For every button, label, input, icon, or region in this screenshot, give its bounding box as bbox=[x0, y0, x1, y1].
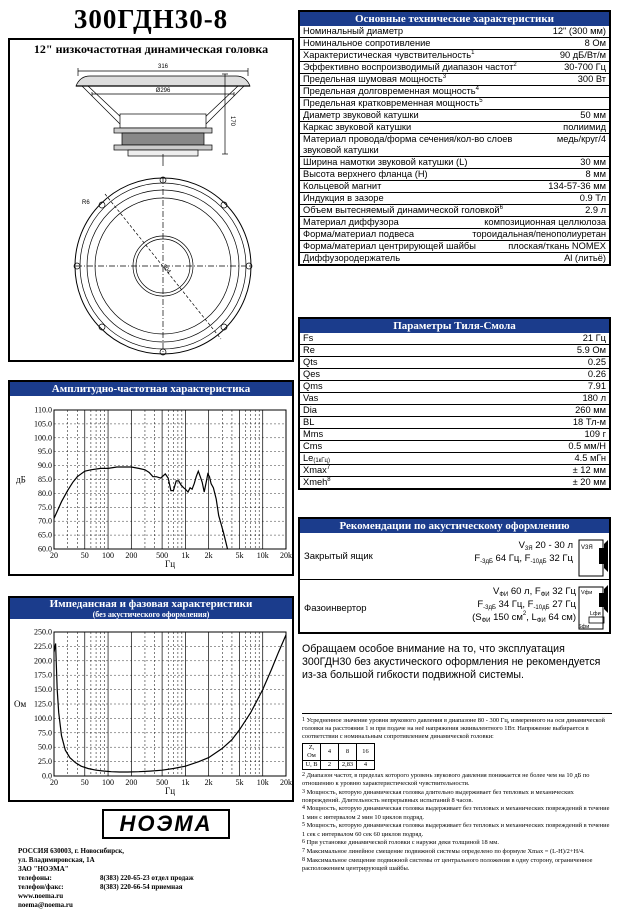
y-axis-label: дБ bbox=[16, 474, 26, 485]
x-tick-label: 5k bbox=[235, 551, 244, 560]
x-tick-label: 200 bbox=[125, 778, 138, 787]
y-tick-label: 65.0 bbox=[38, 530, 52, 540]
speaker-drawing-panel bbox=[8, 38, 294, 362]
specs-value: 2.9 л bbox=[585, 205, 606, 215]
bass-icon-v: Vфи bbox=[581, 590, 593, 596]
x-tick-label: 100 bbox=[102, 778, 115, 787]
specs-value: полиимид bbox=[563, 122, 606, 132]
contact-phone-label: телефоны: bbox=[18, 874, 52, 882]
drawing-subtitle: 12" низкочастотная динамическая головка bbox=[33, 42, 269, 56]
ts-row bbox=[300, 453, 609, 465]
specs-row bbox=[300, 157, 609, 169]
specs-row bbox=[300, 110, 609, 122]
x-tick-label: 10k bbox=[256, 778, 269, 787]
imp-chart-subtitle: (без акустического оформления) bbox=[10, 610, 292, 619]
ts-row bbox=[300, 417, 609, 429]
fr-chart-title: Амплитудно-частотная характеристика bbox=[10, 382, 292, 396]
ts-row bbox=[300, 345, 609, 357]
y-tick-label: 60.0 bbox=[38, 544, 52, 554]
specs-label: Ширина намотки звуковой катушки (L) bbox=[303, 157, 468, 167]
specs-row bbox=[300, 169, 609, 181]
y-tick-label: 200.0 bbox=[34, 656, 52, 666]
rec-bass-reflex bbox=[300, 581, 609, 634]
rec-panel bbox=[298, 517, 611, 634]
rec-bass-line3: (SФИ 150 $см^2$, LФИ 64 см) bbox=[472, 611, 576, 624]
rec-closed-values bbox=[448, 539, 573, 565]
contacts bbox=[18, 847, 288, 910]
ts-label: Dia bbox=[303, 405, 317, 415]
specs-label: Материал диффузора bbox=[303, 217, 399, 227]
y-tick-label: 85.0 bbox=[38, 475, 52, 484]
footnotes bbox=[302, 713, 612, 874]
dim-width-top: 316 bbox=[157, 64, 169, 70]
specs-label: Предельная долговременная мощность$^4$ bbox=[303, 86, 479, 96]
specs-value: плоская/ткань NOMEX bbox=[508, 241, 606, 251]
specs-row bbox=[300, 26, 609, 38]
ts-label: BL bbox=[303, 417, 315, 427]
series-line bbox=[54, 635, 286, 772]
y-tick-label: 105.0 bbox=[34, 419, 52, 429]
x-tick-label: 20 bbox=[50, 551, 58, 560]
ts-label: Qts bbox=[303, 357, 318, 367]
specs-value: 8 мм bbox=[585, 169, 606, 179]
footnote-2: $^2$ Диапазон частот, в пределах которого уровень звукового давления понижается не более чем на 10 дБ по отношению к уровню характеристической чувствительности. bbox=[302, 771, 590, 787]
y-tick-label: 80.0 bbox=[38, 488, 52, 498]
specs-row bbox=[300, 181, 609, 193]
x-tick-label: 50 bbox=[80, 551, 89, 560]
x-axis-label: Гц bbox=[164, 786, 176, 796]
ts-row bbox=[300, 333, 609, 345]
x-tick-label: 50 bbox=[80, 778, 89, 787]
specs-label: Каркас звуковой катушки bbox=[303, 122, 412, 132]
footnote-4: $^4$ Мощность, которую динамическая головка выдерживает без тепловых и механических повреждений в течение 1 мин с интервалом 2 мин 10 циклов подряд. bbox=[302, 805, 610, 821]
specs-value: 50 мм bbox=[580, 110, 606, 120]
ts-value: 5.9 Ом bbox=[576, 345, 606, 355]
x-tick-label: 1k bbox=[181, 551, 190, 560]
x-tick-label: 200 bbox=[125, 551, 138, 560]
y-tick-label: 125.0 bbox=[34, 699, 52, 709]
y-tick-label: 250.0 bbox=[34, 627, 52, 637]
contact-fax: 8(383) 220-66-54 приемная bbox=[100, 883, 183, 891]
specs-row bbox=[300, 229, 609, 241]
specs-row bbox=[300, 74, 609, 86]
x-tick-label: 10k bbox=[256, 551, 269, 560]
specs-label: Материал провода/форма сечения/кол-во слоев звуковой катушки bbox=[303, 134, 513, 155]
contact-address-1: РОССИЯ 630003, г. Новосибирск, bbox=[18, 847, 124, 855]
x-tick-label: 2k bbox=[204, 778, 213, 787]
ts-value: 4.5 мГн bbox=[574, 453, 606, 463]
specs-value: 90 дБ/Вт/м bbox=[559, 50, 606, 60]
rec-bass-values bbox=[420, 585, 576, 624]
specs-value: 30 мм bbox=[580, 157, 606, 167]
y-tick-label: 25.0 bbox=[38, 757, 52, 767]
specs-label: Эффективно воспроизводимый диапазон частот$^2$ bbox=[303, 62, 517, 72]
y-tick-label: 175.0 bbox=[34, 670, 52, 680]
page-title: 300ГДН30-8 bbox=[73, 4, 229, 34]
y-axis-label: Ом bbox=[14, 699, 27, 709]
specs-row bbox=[300, 62, 609, 74]
footnote-6: $^6$ При установке динамической головки с наружи деки толщиной 18 мм. bbox=[302, 839, 499, 847]
footnote-8: $^8$ Максимальное смещение подвижной системы от центрального положения в одну сторону, ограниченное расположением центрирующей шайбы. bbox=[302, 856, 593, 872]
contact-website[interactable]: www.noema.ru bbox=[18, 892, 64, 900]
specs-value bbox=[602, 98, 606, 109]
impedance-panel bbox=[8, 596, 294, 802]
noema-logo: НОЭМА bbox=[102, 809, 230, 839]
ts-value: 0.25 bbox=[587, 357, 606, 367]
specs-row bbox=[300, 205, 609, 217]
rec-bass-label: Фазоинвертор bbox=[304, 603, 367, 614]
ts-label: Xmax$^7$ bbox=[303, 465, 331, 475]
rec-bass-line1: VФИ 60 л, FФИ 32 Гц bbox=[492, 586, 576, 598]
usage-note: Обращаем особое внимание на то, что эксплуатация 300ГДН30 без акустического оформления не рекомендуется из-за большой гибкости подвижной системы. bbox=[302, 643, 601, 681]
contact-company: ЗАО "НОЭМА" bbox=[18, 865, 69, 873]
ts-row bbox=[300, 465, 609, 477]
specs-value: 12" (300 мм) bbox=[552, 26, 606, 36]
specs-label: Форма/материал подвеса bbox=[303, 229, 415, 239]
y-tick-label: 90.0 bbox=[38, 461, 52, 471]
specs-row bbox=[300, 50, 609, 62]
closed-box-icon bbox=[577, 536, 609, 578]
specs-table bbox=[298, 10, 611, 266]
ts-value: 18 Тл-м bbox=[572, 417, 606, 427]
frequency-response-panel bbox=[8, 380, 294, 576]
rec-closed-label: Закрытый ящик bbox=[304, 551, 373, 562]
specs-value: медь/круг/4 bbox=[556, 134, 606, 144]
rec-closed-line2: F-3дБ 64 Гц, F-10дБ 32 Гц bbox=[474, 553, 573, 565]
ts-row bbox=[300, 477, 609, 488]
ts-label: Cms bbox=[303, 441, 323, 451]
ts-label: Le(1кГц) bbox=[303, 453, 330, 464]
ts-row bbox=[300, 405, 609, 417]
specs-value bbox=[602, 86, 606, 97]
specs-row bbox=[300, 122, 609, 134]
specs-label: Объем вытесняемый динамической головкой$^6$ bbox=[303, 205, 503, 215]
rec-closed-line1: V3Я 20 - 30 л bbox=[518, 540, 573, 552]
specs-rows bbox=[300, 26, 609, 264]
closed-box-icon-label: V3Я bbox=[581, 545, 593, 551]
x-tick-label: 20k bbox=[280, 778, 292, 787]
x-tick-label: 20k bbox=[280, 551, 292, 560]
x-tick-label: 1k bbox=[181, 778, 190, 787]
y-tick-label: 95.0 bbox=[38, 447, 52, 457]
rec-closed-box bbox=[300, 533, 609, 580]
y-tick-label: 100.0 bbox=[34, 713, 52, 723]
y-tick-label: 150.0 bbox=[34, 685, 52, 695]
footnote-3: $^3$ Мощность, которую динамическая головка длительно выдерживает без тепловых и механических повреждений. Длительность непрерывных испытаний 8 часов. bbox=[302, 788, 574, 804]
impedance-chart bbox=[10, 619, 292, 800]
specs-row bbox=[300, 86, 609, 98]
specs-label: Диаметр звуковой катушки bbox=[303, 110, 419, 120]
dim-inner-dia: Ø296 bbox=[155, 88, 171, 94]
specs-label: Кольцевой магнит bbox=[303, 181, 382, 191]
ts-value: ± 12 мм bbox=[572, 465, 606, 475]
y-tick-label: 75.0 bbox=[38, 502, 52, 512]
contact-phone: 8(383) 220-65-23 отдел продаж bbox=[100, 874, 194, 882]
ts-row bbox=[300, 357, 609, 369]
y-tick-label: 50.0 bbox=[38, 742, 52, 752]
imp-chart-title: Импедансная и фазовая характеристики bbox=[10, 598, 292, 610]
dim-angle: R6 bbox=[82, 200, 90, 206]
footnote-5: $^5$ Мощность, которую динамическая головка выдерживает без тепловых и механических повреждений в течение 1 сек с интервалом 60 сек 60 циклов подряд. bbox=[302, 822, 610, 838]
frequency-response-chart bbox=[10, 396, 292, 574]
ts-label: Re bbox=[303, 345, 315, 355]
ts-row bbox=[300, 393, 609, 405]
specs-label: Номинальный диаметр bbox=[303, 26, 404, 36]
specs-value: 30-700 Гц bbox=[564, 62, 606, 72]
speaker-drawing bbox=[10, 54, 292, 360]
ts-value: 109 г bbox=[584, 429, 606, 439]
bass-icon-s: Sфи bbox=[578, 624, 590, 630]
x-tick-label: 500 bbox=[156, 778, 169, 787]
series-line bbox=[54, 467, 228, 549]
ts-value: 21 Гц bbox=[582, 333, 606, 343]
ts-label: Qms bbox=[303, 381, 323, 391]
ts-row bbox=[300, 429, 609, 441]
ts-label: Fs bbox=[303, 333, 314, 343]
specs-row bbox=[300, 217, 609, 229]
ts-label: Mms bbox=[303, 429, 324, 439]
contact-fax-label: телефон/факс: bbox=[18, 883, 64, 891]
bass-reflex-icon bbox=[577, 583, 609, 633]
specs-label: Предельная шумовая мощность$^3$ bbox=[303, 74, 447, 84]
rec-header: Рекомендации по акустическому оформлению bbox=[300, 519, 609, 533]
specs-value: 0.9 Тл bbox=[579, 193, 606, 203]
x-tick-label: 20 bbox=[50, 778, 58, 787]
specs-value: композиционная целлюлоза bbox=[484, 217, 606, 227]
specs-label: Номинальное сопротивление bbox=[303, 38, 431, 48]
ts-label: Xmeh$^8$ bbox=[303, 477, 331, 487]
x-tick-label: 5k bbox=[235, 778, 244, 787]
specs-row bbox=[300, 193, 609, 205]
x-tick-label: 500 bbox=[156, 551, 169, 560]
ts-rows bbox=[300, 333, 609, 488]
ts-header: Параметры Тиля-Смола bbox=[300, 319, 609, 333]
ts-value: 260 мм bbox=[575, 405, 606, 415]
specs-value: 300 Вт bbox=[577, 74, 606, 84]
specs-row bbox=[300, 38, 609, 50]
ts-row bbox=[300, 381, 609, 393]
y-tick-label: 225.0 bbox=[34, 641, 52, 651]
specs-value: 8 Ом bbox=[584, 38, 606, 48]
contact-email[interactable]: noema@noema.ru bbox=[18, 901, 73, 909]
ts-value: 7.91 bbox=[587, 381, 606, 391]
ts-label: Qes bbox=[303, 369, 321, 379]
y-tick-label: 70.0 bbox=[38, 516, 52, 526]
specs-label: Форма/материал центрирующей шайбы bbox=[303, 241, 476, 251]
x-tick-label: 100 bbox=[102, 551, 115, 560]
x-axis-label: Гц bbox=[164, 559, 176, 569]
specs-label: Предельная кратковременная мощность$^5$ bbox=[303, 98, 483, 108]
footnote-7: $^7$ Максимальное линейное смещение подвижной системы определено по формуле Xmax = (L-H)/2+H/4. bbox=[302, 847, 585, 855]
y-tick-label: 0.0 bbox=[42, 771, 52, 781]
ts-label: Vas bbox=[303, 393, 319, 403]
ts-value: ± 20 мм bbox=[572, 477, 606, 487]
specs-row bbox=[300, 253, 609, 264]
y-tick-label: 110.0 bbox=[34, 405, 52, 415]
specs-value: 134-57-36 мм bbox=[548, 181, 606, 191]
ts-table bbox=[298, 317, 611, 490]
x-tick-label: 2k bbox=[204, 551, 213, 560]
specs-value: Al (литьё) bbox=[564, 253, 606, 263]
y-tick-label: 75.0 bbox=[38, 728, 52, 738]
specs-header: Основные технические характеристики bbox=[300, 12, 609, 26]
specs-label: Индукция в зазоре bbox=[303, 193, 384, 203]
specs-value: тороидальная/пенополиуретан bbox=[472, 229, 606, 239]
ts-value: 0.5 мм/Н bbox=[568, 441, 606, 451]
footnote-1: $^1$ Усредненное значение уровня звукового давления в диапазоне 80 - 300 Гц, измеренного на оси динамической головки на расстоянии 1 м при подаче на неё напряжения эквивалентного 1Вт. Напряжение выбирается в соответствии с номинальным сопротивлением динамической головки: bbox=[302, 717, 605, 741]
rec-bass-line2: F-3дБ 34 Гц, F-10дБ 27 Гц bbox=[477, 599, 576, 611]
specs-label: Характеристическая чувствительность$^1$ bbox=[303, 50, 475, 60]
dim-mount: 304 bbox=[160, 263, 172, 276]
bass-icon-l: Lфи bbox=[590, 611, 601, 617]
ts-row bbox=[300, 369, 609, 381]
ts-value: 180 л bbox=[582, 393, 606, 403]
contact-address-2: ул. Владимировская, 1А bbox=[18, 856, 95, 864]
footnote-table: Z, Ом 4 8 16 U, В 2 2,83 4 bbox=[302, 743, 375, 770]
specs-label: Диффузородержатель bbox=[303, 253, 401, 263]
ts-value: 0.26 bbox=[587, 369, 606, 379]
specs-row bbox=[300, 241, 609, 253]
y-tick-label: 100.0 bbox=[34, 433, 52, 443]
dim-height: 170 bbox=[229, 116, 235, 127]
specs-row bbox=[300, 134, 609, 157]
ts-row bbox=[300, 441, 609, 453]
specs-label: Высота верхнего фланца (H) bbox=[303, 169, 428, 179]
specs-row bbox=[300, 98, 609, 110]
